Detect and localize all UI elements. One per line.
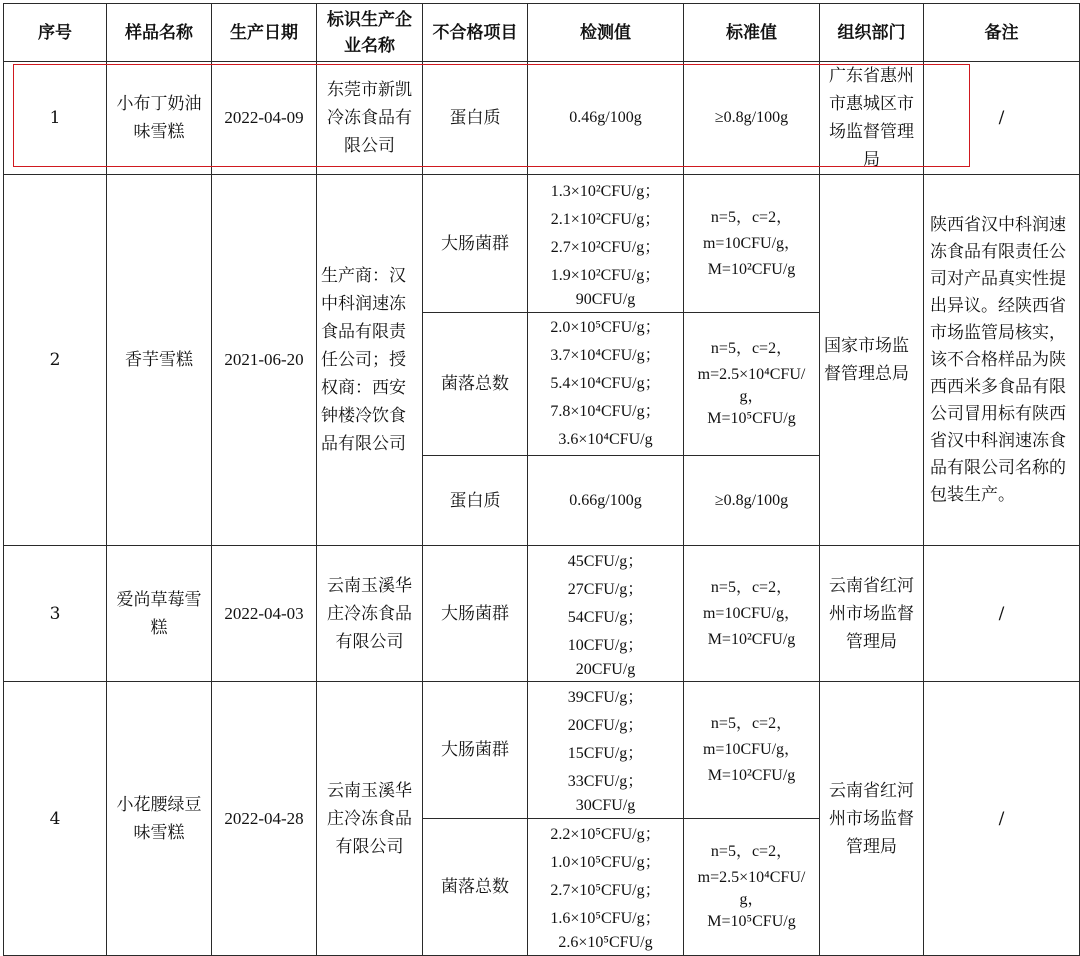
cell-test-value — [528, 456, 684, 546]
standard-line: M=10⁵CFU/g — [707, 410, 796, 427]
test-value-line: 1.3×10²CFU/g； — [550, 182, 661, 200]
cell-department: 广东省惠州市惠城区市场监督管理局 — [820, 62, 924, 175]
test-value-line: 1.9×10²CFU/g； — [550, 266, 661, 284]
cell-manufacturer: 云南玉溪华庄冷冻食品有限公司 — [317, 546, 423, 682]
test-value-line: 2.6×10⁵CFU/g — [558, 934, 653, 951]
inspection-results-table — [3, 3, 1080, 956]
cell-sample-name: 小花腰绿豆味雪糕 — [107, 682, 212, 956]
cell-prod-date: 2022-04-28 — [212, 682, 317, 956]
cell-prod-date: 2022-04-09 — [212, 62, 317, 175]
cell-prod-date: 2022-04-03 — [212, 546, 317, 682]
standard-line: n=5，c=2， — [710, 843, 793, 860]
test-value-line: 3.6×10⁴CFU/g — [558, 431, 653, 448]
header-remark: 备注 — [924, 4, 1080, 62]
test-value-line: 7.8×10⁴CFU/g； — [550, 403, 661, 420]
cell-manufacturer: 东莞市新凯冷冻食品有限公司 — [317, 62, 423, 175]
cell-test-value — [528, 819, 684, 956]
test-value-line: 90CFU/g — [575, 290, 636, 308]
standard-line: n=5，c=2， — [710, 715, 793, 732]
cell-manufacturer: 云南玉溪华庄冷冻食品有限公司 — [317, 682, 423, 956]
cell-test-value — [528, 62, 684, 175]
standard-line: M=10⁵CFU/g — [707, 913, 796, 930]
cell-prod-date: 2021-06-20 — [212, 175, 317, 546]
cell-index: 3 — [4, 546, 107, 682]
header-sample-name: 样品名称 — [107, 4, 212, 62]
header-manufacturer: 标识生产企业名称 — [317, 4, 423, 62]
standard-line: m=2.5×10⁴CFU/ — [697, 869, 806, 886]
header-department: 组织部门 — [820, 4, 924, 62]
test-value-line: 54CFU/g； — [567, 608, 644, 626]
cell-department: 云南省红河州市场监督管理局 — [820, 546, 924, 682]
cell-test-value — [528, 682, 684, 819]
cell-failed-item: 蛋白质 — [423, 62, 528, 175]
cell-sample-name: 香芋雪糕 — [107, 175, 212, 546]
test-value-line: 5.4×10⁴CFU/g； — [550, 375, 661, 392]
standard-line: M=10²CFU/g — [707, 630, 796, 648]
table-row — [4, 682, 1080, 819]
cell-department: 国家市场监督管理总局 — [820, 175, 924, 546]
cell-failed-item: 菌落总数 — [423, 313, 528, 456]
test-value-line: 2.2×10⁵CFU/g； — [550, 826, 661, 843]
test-value-line: 3.7×10⁴CFU/g； — [550, 347, 661, 364]
test-value-line: 39CFU/g； — [567, 689, 644, 706]
header-prod-date: 生产日期 — [212, 4, 317, 62]
standard-line: M=10²CFU/g — [707, 260, 796, 278]
cell-standard — [684, 682, 820, 819]
cell-index: 2 — [4, 175, 107, 546]
cell-standard — [684, 456, 820, 546]
test-value-line: 27CFU/g； — [567, 580, 644, 598]
cell-index: 4 — [4, 682, 107, 956]
standard-line: m=10CFU/g， — [702, 741, 801, 758]
standard-line: g， — [739, 891, 764, 908]
test-value-line: 30CFU/g — [575, 797, 636, 814]
table-row — [4, 62, 1080, 175]
cell-standard — [684, 175, 820, 313]
table-row — [4, 546, 1080, 682]
cell-failed-item: 大肠菌群 — [423, 546, 528, 682]
header-row — [4, 4, 1080, 62]
test-value-line: 2.7×10²CFU/g； — [550, 238, 661, 256]
standard-line: n=5，c=2， — [710, 340, 793, 357]
cell-failed-item: 菌落总数 — [423, 819, 528, 956]
cell-standard — [684, 819, 820, 956]
cell-failed-item: 蛋白质 — [423, 456, 528, 546]
standard-line: ≥0.8g/100g — [714, 109, 789, 126]
standard-line: M=10²CFU/g — [707, 767, 796, 784]
cell-manufacturer: 生产商：汉中科润速冻食品有限责任公司；授权商：西安钟楼冷饮食品有限公司 — [317, 175, 423, 546]
header-failed-item: 不合格项目 — [423, 4, 528, 62]
test-value-line: 0.46g/100g — [569, 109, 642, 126]
test-value-line: 1.6×10⁵CFU/g； — [550, 910, 661, 927]
standard-line: ≥0.8g/100g — [714, 491, 789, 509]
cell-remark: 陕西省汉中科润速冻食品有限责任公司对产品真实性提出异议。经陕西省市场监管局核实，该不合格样品为陕西西米多食品有限公司冒用标有陕西省汉中科润速冻食品有限公司名称的包装生产。 — [924, 175, 1080, 546]
cell-sample-name: 小布丁奶油味雪糕 — [107, 62, 212, 175]
cell-remark: / — [924, 546, 1080, 682]
test-value-line: 10CFU/g； — [567, 636, 644, 654]
test-value-line: 0.66g/100g — [569, 491, 642, 509]
standard-line: n=5，c=2， — [710, 208, 793, 226]
header-standard: 标准值 — [684, 4, 820, 62]
cell-remark: / — [924, 682, 1080, 956]
cell-index: 1 — [4, 62, 107, 175]
test-value-line: 45CFU/g； — [567, 552, 644, 570]
cell-standard — [684, 313, 820, 456]
cell-failed-item: 大肠菌群 — [423, 682, 528, 819]
cell-department: 云南省红河州市场监督管理局 — [820, 682, 924, 956]
test-value-line: 33CFU/g； — [567, 773, 644, 790]
test-value-line: 15CFU/g； — [567, 745, 644, 762]
cell-standard — [684, 62, 820, 175]
test-value-line: 2.1×10²CFU/g； — [550, 210, 661, 228]
cell-test-value — [528, 175, 684, 313]
cell-test-value — [528, 546, 684, 682]
standard-line: m=2.5×10⁴CFU/ — [697, 366, 806, 383]
test-value-line: 2.7×10⁵CFU/g； — [550, 882, 661, 899]
test-value-line: 20CFU/g； — [567, 717, 644, 734]
standard-line: m=10CFU/g， — [702, 234, 801, 252]
header-index: 序号 — [4, 4, 107, 62]
cell-test-value — [528, 313, 684, 456]
cell-failed-item: 大肠菌群 — [423, 175, 528, 313]
cell-standard — [684, 546, 820, 682]
test-value-line: 1.0×10⁵CFU/g； — [550, 854, 661, 871]
standard-line: g， — [739, 388, 764, 405]
header-test-value: 检测值 — [528, 4, 684, 62]
cell-sample-name: 爱尚草莓雪糕 — [107, 546, 212, 682]
test-value-line: 2.0×10⁵CFU/g； — [550, 319, 661, 336]
test-value-line: 20CFU/g — [575, 660, 636, 678]
table-row — [4, 175, 1080, 313]
cell-remark: / — [924, 62, 1080, 175]
standard-line: n=5，c=2， — [710, 578, 793, 596]
standard-line: m=10CFU/g， — [702, 604, 801, 622]
